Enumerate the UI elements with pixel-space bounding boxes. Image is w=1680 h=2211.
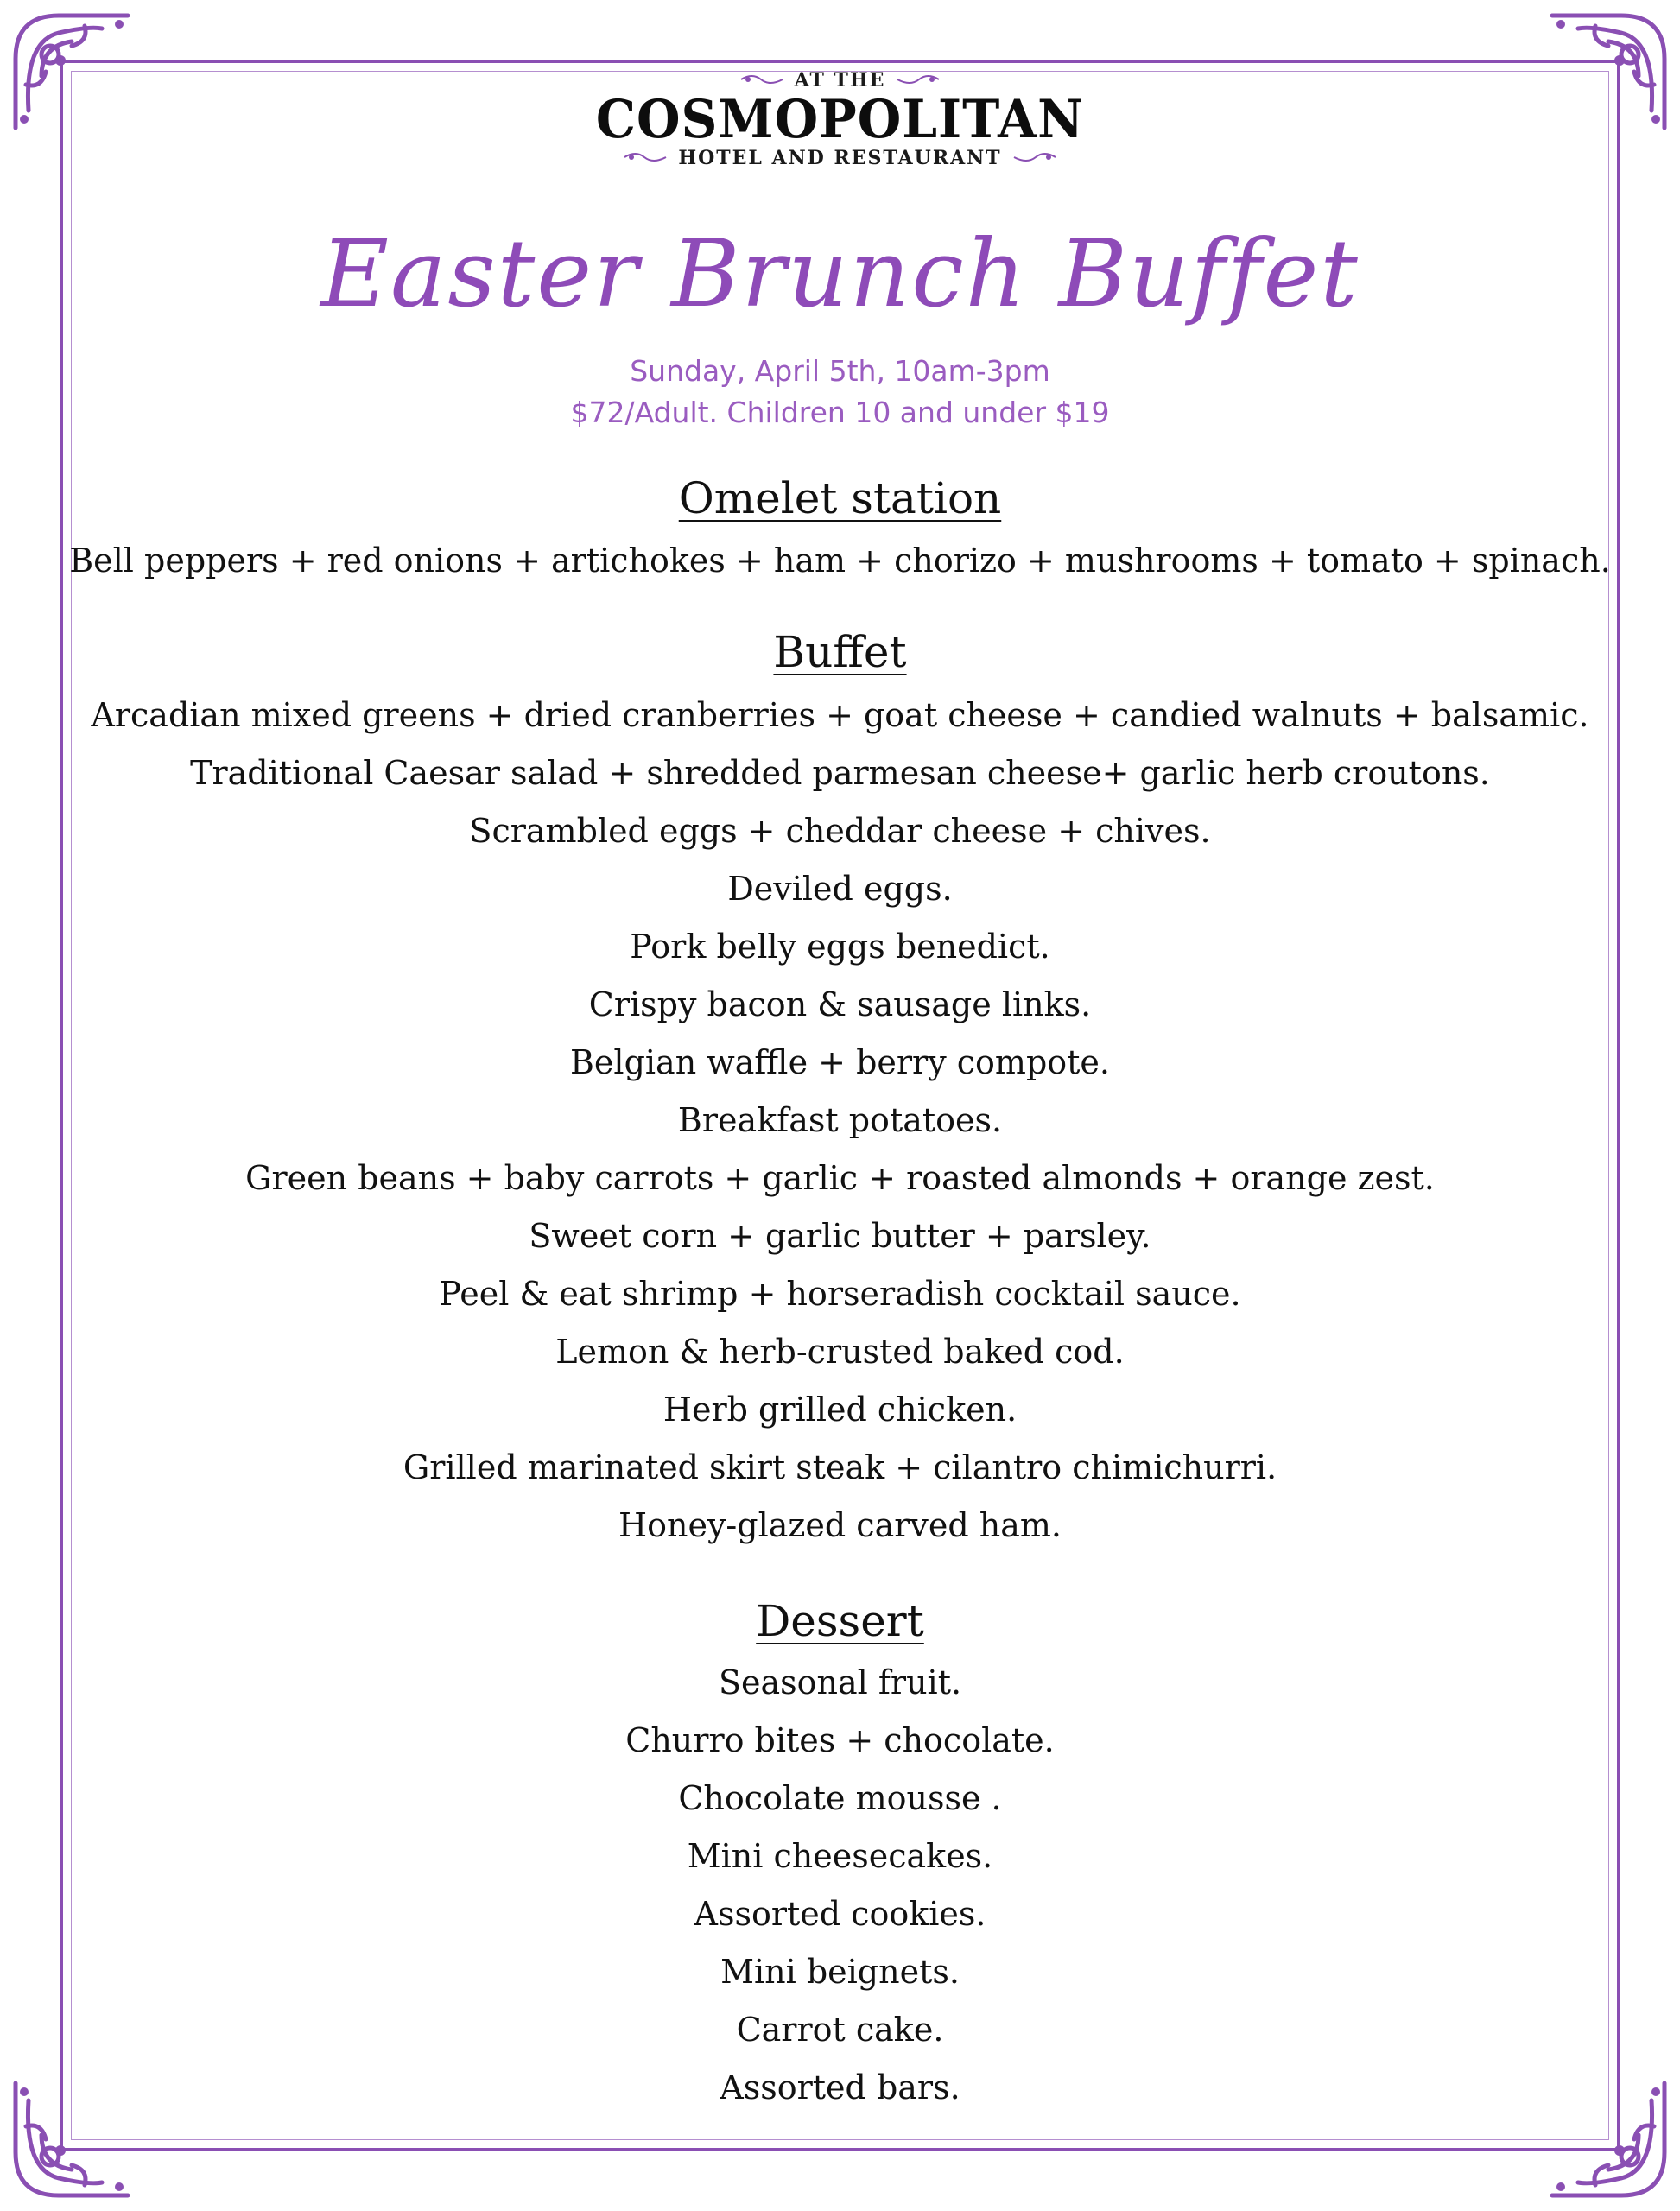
event-price: $72/Adult. Children 10 and under $19: [570, 396, 1110, 429]
menu-item: Scrambled eggs + cheddar cheese + chives.: [469, 812, 1211, 850]
menu-item: Bell peppers + red onions + artichokes + ham + chorizo + mushrooms + tomato + spinach.: [69, 542, 1611, 580]
menu-item: Traditional Caesar salad + shredded parmesan cheese+ garlic herb croutons.: [190, 754, 1490, 792]
hotel-logo: [0, 69, 1680, 169]
section-heading-dessert: Dessert: [756, 1596, 924, 1646]
swirl-icon: [1010, 149, 1057, 166]
swirl-icon: [893, 71, 941, 88]
menu-item: Arcadian mixed greens + dried cranberries + goat cheese + candied walnuts + balsamic.: [91, 696, 1589, 734]
menu-item: Assorted cookies.: [694, 1895, 986, 1933]
menu-item: Pork belly eggs benedict.: [630, 928, 1050, 966]
menu-item: Herb grilled chicken.: [662, 1391, 1018, 1429]
menu-item: Green beans + baby carrots + garlic + roasted almonds + orange zest.: [245, 1159, 1435, 1197]
logo-bottom-line: [618, 147, 1062, 169]
menu-item: Deviled eggs.: [727, 870, 953, 908]
swirl-icon: [739, 71, 787, 88]
section-heading-buffet: Buffet: [773, 627, 907, 677]
menu-item: Honey-glazed carved ham.: [618, 1506, 1062, 1544]
menu-item: Chocolate mousse .: [678, 1779, 1002, 1817]
event-date: Sunday, April 5th, 10am-3pm: [630, 354, 1050, 388]
page-title: Easter Brunch Buffet: [320, 220, 1360, 328]
menu-item: Lemon & herb-crusted baked cod.: [555, 1333, 1125, 1371]
menu-item: Mini beignets.: [720, 1953, 960, 1991]
menu-item: Belgian waffle + berry compote.: [570, 1043, 1110, 1081]
logo-top-text: AT THE: [794, 69, 886, 92]
menu-item: Peel & eat shrimp + horseradish cocktail sauce.: [439, 1275, 1241, 1313]
menu-item: Crispy bacon & sausage links.: [588, 985, 1092, 1023]
menu-item: Carrot cake.: [736, 2011, 944, 2049]
logo-main-text: COSMOPOLITAN: [595, 88, 1085, 150]
menu-item: Assorted bars.: [720, 2068, 960, 2106]
swirl-icon: [623, 149, 670, 166]
menu-item: Sweet corn + garlic butter + parsley.: [529, 1217, 1151, 1255]
menu-item: Breakfast potatoes.: [677, 1101, 1003, 1139]
menu-item: Seasonal fruit.: [718, 1663, 962, 1701]
menu-item: Grilled marinated skirt steak + cilantro chimichurri.: [403, 1448, 1277, 1486]
logo-bottom-text: HOTEL AND RESTAURANT: [678, 147, 1002, 169]
menu-item: Churro bites + chocolate.: [625, 1721, 1055, 1759]
menu-item: Mini cheesecakes.: [687, 1837, 993, 1875]
section-heading-omelet: Omelet station: [678, 473, 1002, 523]
